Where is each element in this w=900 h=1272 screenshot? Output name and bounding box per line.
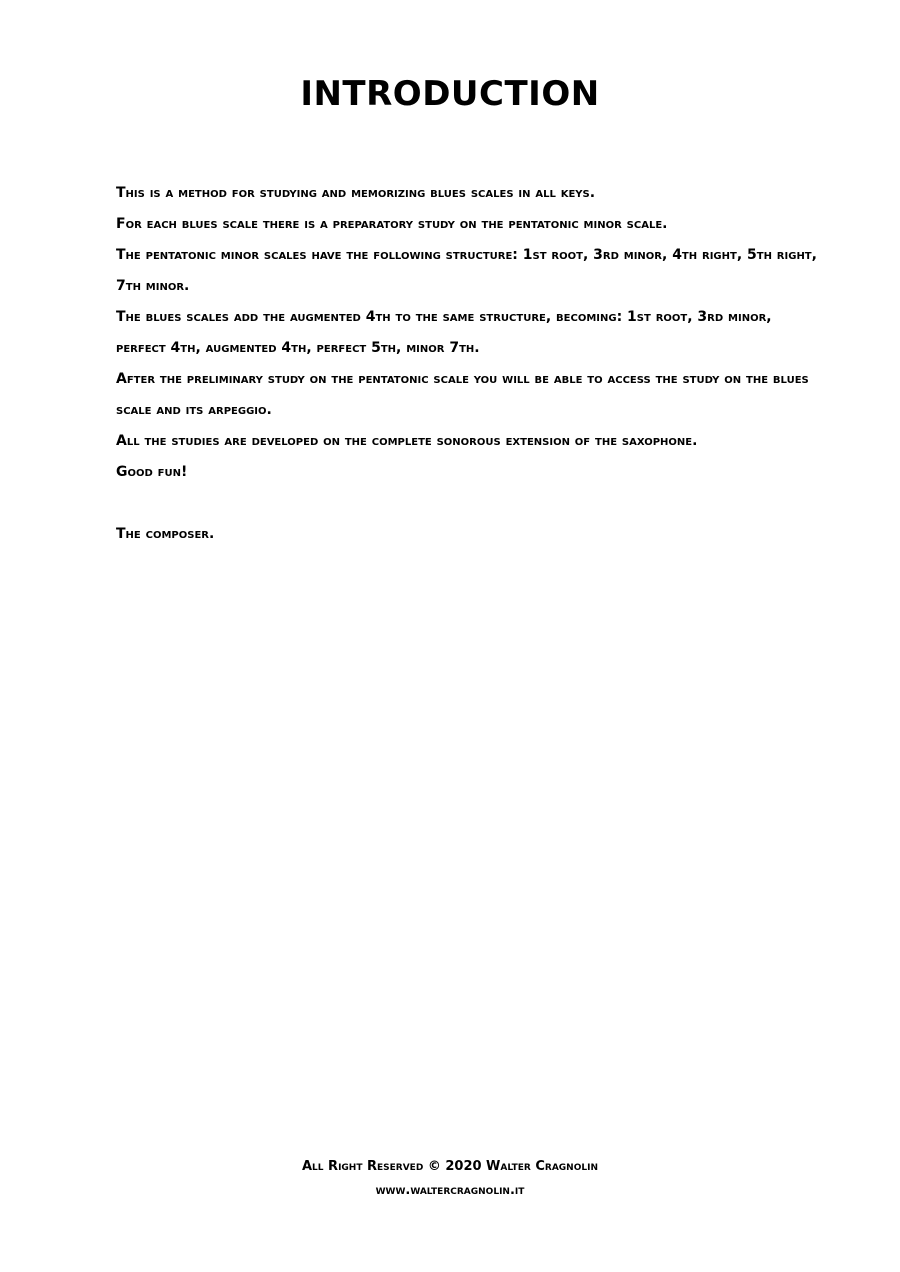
signature: The composer. [116,526,215,542]
paragraph: Good fun! [116,464,188,480]
paragraph: The blues scales add the augmented 4th to the same structure, becoming: 1st root, 3rd minor, perfect 4th, augmented 4th, perfect 5th, minor 7th. [116,309,772,356]
paragraph: The pentatonic minor scales have the following structure: 1st root, 3rd minor, 4th right, 5th right, 7th minor. [116,247,817,294]
blank-line [116,488,822,519]
paragraph: This is a method for studying and memorizing blues scales in all keys. [116,185,596,201]
website-link[interactable]: www.waltercragnolin.it [375,1183,525,1198]
page-footer [0,1155,900,1203]
introduction-body [116,178,822,550]
copyright-notice: All Right Reserved © 2020 Walter Cragnolin [302,1159,598,1174]
paragraph: For each blues scale there is a preparatory study on the pentatonic minor scale. [116,216,668,232]
paragraph: All the studies are developed on the complete sonorous extension of the saxophone. [116,433,698,449]
page-title: INTRODUCTION [300,74,600,114]
paragraph: After the preliminary study on the pentatonic scale you will be able to access the study on the blues scale and its arpeggio. [116,371,809,418]
